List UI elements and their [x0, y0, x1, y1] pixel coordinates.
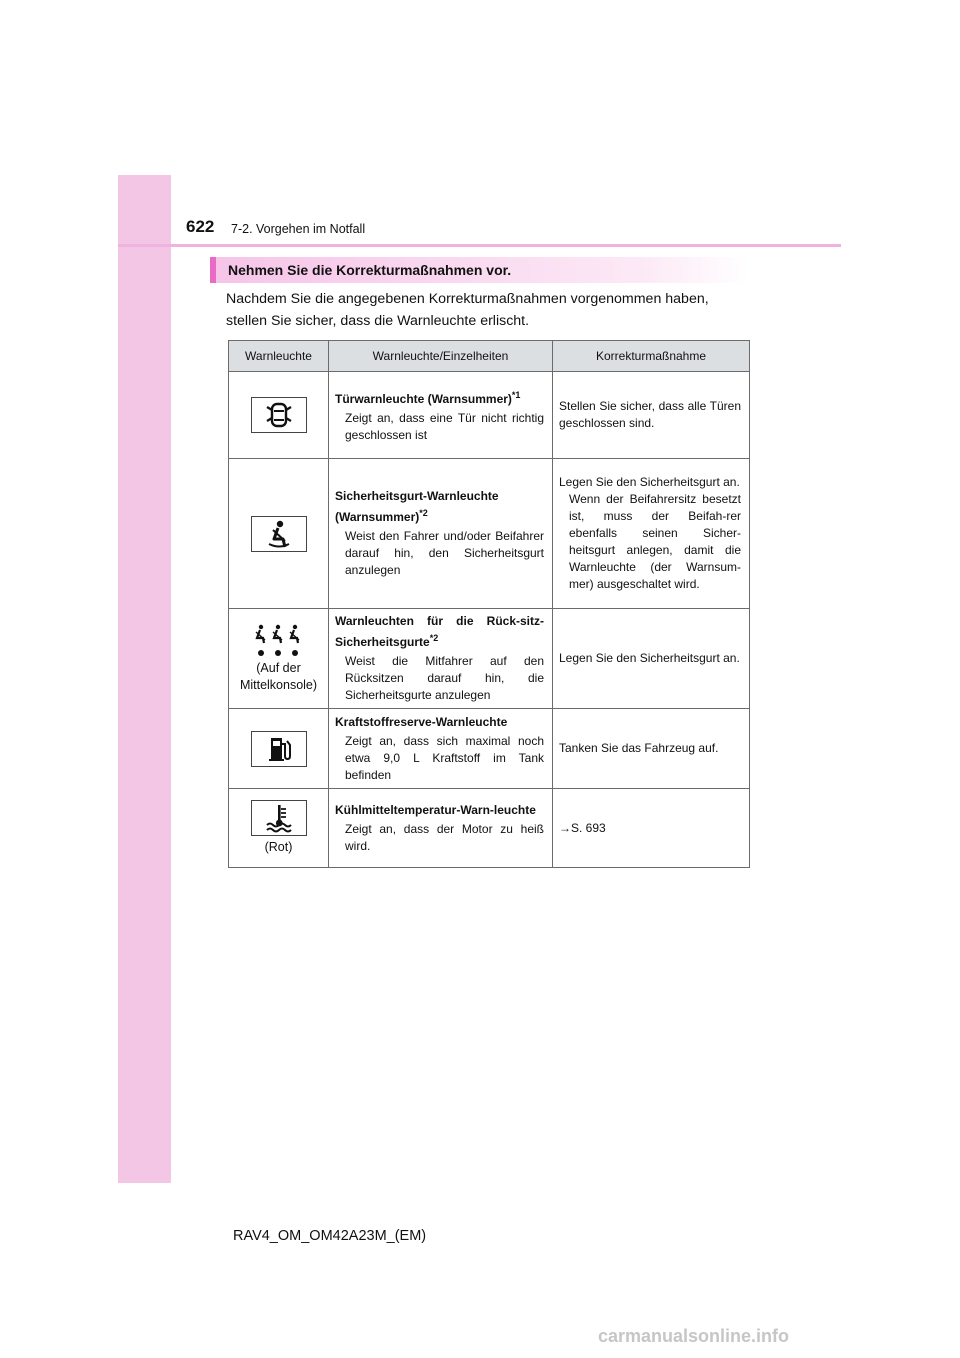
action-text: Stellen Sie sicher, dass alle Türen geschlossen sind.: [559, 399, 741, 430]
table-row: [229, 459, 750, 609]
intro-text: Nachdem Sie die angegebenen Korrekturmaßnahmen vorgenommen haben, stellen Sie sicher, dass die Warnleuchte erlischt.: [226, 291, 709, 329]
warning-detail: Zeigt an, dass eine Tür nicht richtig geschlossen ist: [345, 410, 544, 442]
icon-caption: (Auf der Mittelkonsole): [239, 661, 318, 692]
action-text: Tanken Sie das Fahrzeug auf.: [559, 741, 719, 755]
table-row: [229, 372, 750, 459]
icon-cell: [229, 789, 329, 868]
header-rule: [118, 244, 841, 247]
section-accent: [210, 257, 216, 283]
column-header: Korrekturmaßnahme: [553, 341, 750, 372]
warning-title: Kraftstoffreserve-Warnleuchte: [335, 714, 508, 729]
action-cell: [553, 609, 750, 709]
detail-cell: [329, 709, 553, 789]
door-open-warning-icon: [251, 397, 307, 433]
table-row: [229, 789, 750, 868]
icon-cell: [229, 459, 329, 609]
warning-title: Sicherheitsgurt-Warnleuchte (Warnsummer)$^{*2}$: [335, 489, 499, 524]
action-text: Legen Sie den Sicherheitsgurt an.: [559, 475, 740, 489]
footnote-marker: *2: [429, 633, 439, 643]
icon-cell: [229, 709, 329, 789]
warning-table: [228, 340, 750, 868]
sidebar-tab: [118, 175, 171, 1183]
warning-title: Kühlmitteltemperatur-Warn-leuchte: [335, 802, 536, 817]
page-reference-link[interactable]: →S. 693: [559, 820, 606, 835]
section-title: Nehmen Sie die Korrekturmaßnahmen vor.: [228, 262, 512, 278]
warning-detail: Weist die Mitfahrer auf den Rücksitzen darauf hin, die Sicherheitsgurte anzulegen: [345, 654, 544, 702]
warning-detail: Weist den Fahrer und/oder Beifahrer darauf hin, den Sicherheitsgurt anzulegen: [345, 529, 544, 577]
action-text: Legen Sie den Sicherheitsgurt an.: [559, 651, 740, 665]
action-subtext: Wenn der Beifahrersitz besetzt ist, muss der Beifah-rer ebenfalls seinen Sicher-heitsgurt anlegen, damit die Warnleuchte (der Warnsum-mer) ausgeschaltet wird.: [569, 492, 741, 591]
seatbelt-warning-icon: [251, 516, 307, 552]
table-row: [229, 709, 750, 789]
coolant-temperature-warning-icon: [251, 800, 307, 836]
icon-caption: (Rot): [264, 840, 293, 854]
action-cell: [553, 372, 750, 459]
column-header: Warnleuchte/Einzelheiten: [329, 341, 553, 372]
icon-cell: [229, 372, 329, 459]
section-heading: [210, 257, 749, 283]
detail-cell: [329, 372, 553, 459]
icon-cell: [229, 609, 329, 709]
warning-detail: Zeigt an, dass sich maximal noch etwa 9,0 L Kraftstoff im Tank befinden: [345, 733, 544, 782]
warning-detail: Zeigt an, dass der Motor zu heiß wird.: [345, 821, 544, 853]
footnote-marker: *1: [511, 389, 521, 400]
document-code: RAV4_OM_OM42A23M_(EM): [233, 1228, 427, 1244]
detail-cell: [329, 609, 553, 709]
action-cell: [553, 459, 750, 609]
watermark: carmanualsonline.info: [598, 1326, 790, 1346]
footnote-marker: *2: [419, 508, 428, 518]
action-cell: [553, 709, 750, 789]
rear-seatbelt-warning-icon: [254, 623, 304, 657]
warning-title: Türwarnleuchte (Warnsummer)$^{*1}$: [335, 389, 521, 406]
chapter-title: 7-2. Vorgehen im Notfall: [231, 222, 366, 236]
fuel-warning-icon: [251, 731, 307, 767]
column-header: Warnleuchte: [229, 341, 329, 372]
table-row: [229, 609, 750, 709]
detail-cell: [329, 789, 553, 868]
warning-title: Warnleuchten für die Rück-sitz-Sicherheitsgurte$^{*2}$: [335, 614, 544, 649]
detail-cell: [329, 459, 553, 609]
table-header-row: [229, 341, 750, 372]
page-number: 622: [186, 217, 215, 236]
action-cell: [553, 789, 750, 868]
